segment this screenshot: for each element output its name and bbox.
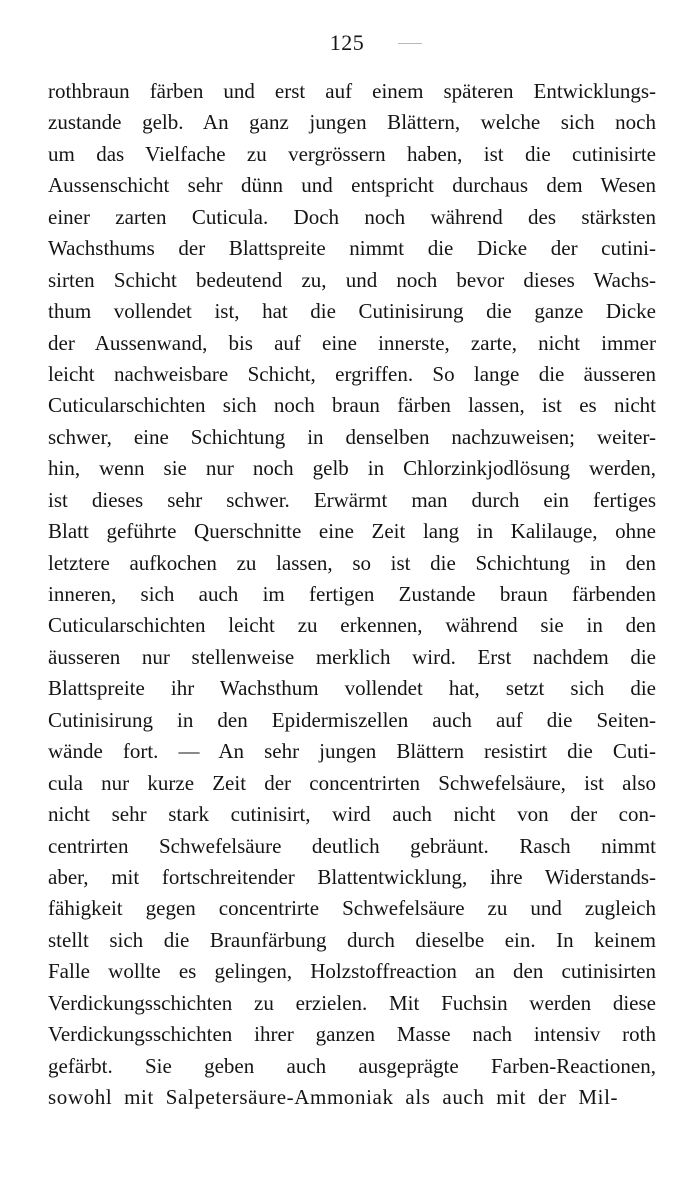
body-text bbox=[48, 76, 656, 1113]
text-line: stellt sich die Braunfärbung durch dieselbe ein. In keinem bbox=[48, 927, 656, 952]
text-line: wände fort. — An sehr jungen Blättern resistirt die Cuti- bbox=[48, 739, 656, 764]
text-line: rothbraun färben und erst auf einem späteren Entwicklungs- bbox=[48, 79, 656, 103]
text-line: leicht nachweisbare Schicht, ergriffen. So lange die äusseren bbox=[48, 361, 656, 386]
text-line: ist dieses sehr schwer. Erwärmt man durch ein fertiges bbox=[48, 487, 656, 512]
header-rule bbox=[398, 43, 422, 44]
text-line: Wachsthums der Blattspreite nimmt die Dicke der cutini- bbox=[48, 236, 656, 261]
text-line: Falle wollte es gelingen, Holzstoffreaction an den cutinisirten bbox=[48, 959, 656, 984]
text-line: Blatt geführte Querschnitte eine Zeit lang in Kalilauge, ohne bbox=[48, 519, 656, 544]
page-number: 125 bbox=[329, 30, 365, 55]
text-line: aber, mit fortschreitender Blattentwicklung, ihre Widerstands- bbox=[48, 864, 656, 889]
text-line: zustande gelb. An ganz jungen Blättern, welche sich noch bbox=[48, 110, 656, 135]
text-line: Cuticularschichten leicht zu erkennen, während sie in den bbox=[48, 613, 656, 638]
text-line: Verdickungsschichten ihrer ganzen Masse nach intensiv roth bbox=[48, 1022, 656, 1047]
text-line: der Aussenwand, bis auf eine innerste, zarte, nicht immer bbox=[48, 330, 656, 355]
text-line: hin, wenn sie nur noch gelb in Chlorzinkjodlösung werden, bbox=[48, 456, 656, 481]
text-line: centrirten Schwefelsäure deutlich gebräunt. Rasch nimmt bbox=[48, 833, 656, 858]
text-line: letztere aufkochen zu lassen, so ist die Schichtung in den bbox=[48, 550, 656, 575]
text-line: sirten Schicht bedeutend zu, und noch bevor dieses Wachs- bbox=[48, 267, 656, 292]
text-line: sowohl mit Salpetersäure-Ammoniak als auch mit der Mil- bbox=[48, 1085, 619, 1109]
text-line: cula nur kurze Zeit der concentrirten Schwefelsäure, ist also bbox=[48, 770, 656, 795]
text-line: fähigkeit gegen concentrirte Schwefelsäure zu und zugleich bbox=[48, 896, 656, 921]
text-line: Blattspreite ihr Wachsthum vollendet hat, setzt sich die bbox=[48, 676, 656, 701]
text-line: gefärbt. Sie geben auch ausgeprägte Farben-Reactionen, bbox=[48, 1053, 656, 1078]
text-line: thum vollendet ist, hat die Cutinisirung die ganze Dicke bbox=[48, 299, 656, 324]
text-line: inneren, sich auch im fertigen Zustande braun färbenden bbox=[48, 582, 656, 606]
text-line: Aussenschicht sehr dünn und entspricht durchaus dem Wesen bbox=[48, 173, 656, 198]
text-line: Cutinisirung in den Epidermiszellen auch auf die Seiten- bbox=[48, 707, 656, 732]
text-line: schwer, eine Schichtung in denselben nachzuweisen; weiter- bbox=[48, 424, 656, 449]
text-line: nicht sehr stark cutinisirt, wird auch nicht von der con- bbox=[48, 802, 656, 827]
text-line: einer zarten Cuticula. Doch noch während des stärksten bbox=[48, 204, 656, 229]
text-line: äusseren nur stellenweise merklich wird. Erst nachdem die bbox=[48, 644, 656, 669]
text-line: um das Vielfache zu vergrössern haben, ist die cutinisirte bbox=[48, 141, 656, 166]
text-line: Verdickungsschichten zu erzielen. Mit Fuchsin werden diese bbox=[48, 990, 656, 1015]
text-line: Cuticularschichten sich noch braun färben lassen, ist es nicht bbox=[48, 393, 656, 418]
